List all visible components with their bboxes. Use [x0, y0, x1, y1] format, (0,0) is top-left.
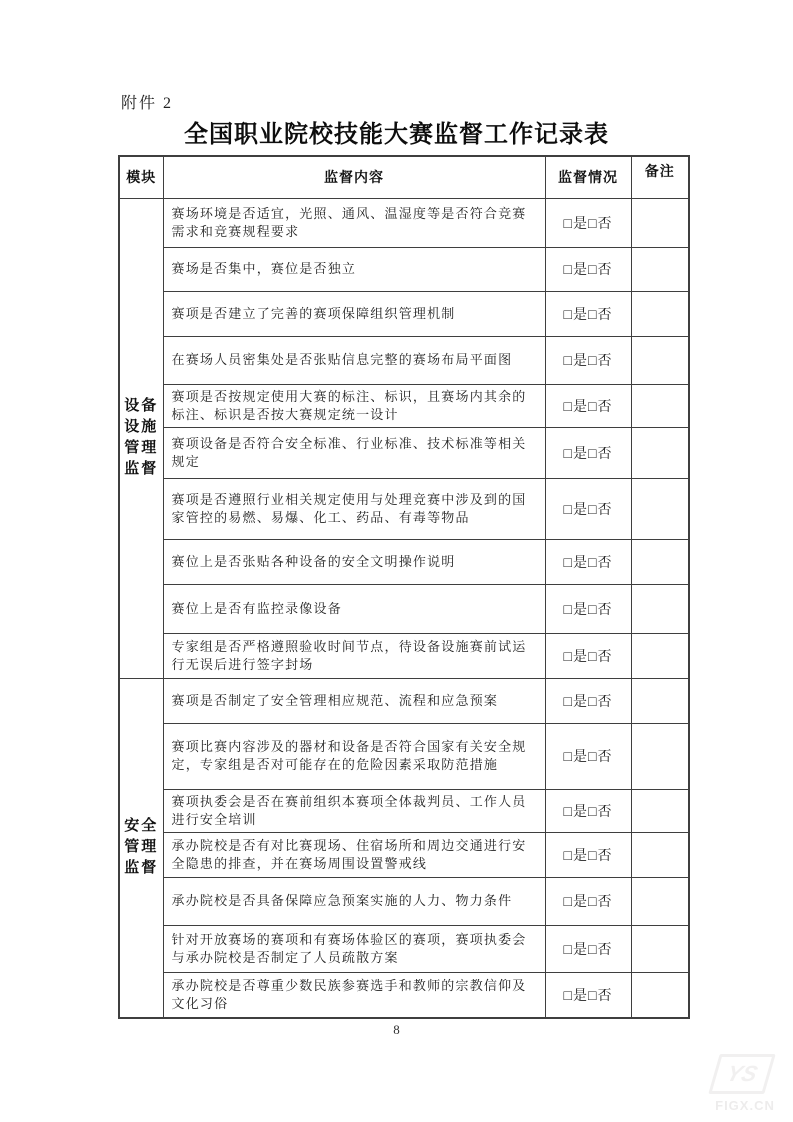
remark-cell: [631, 539, 689, 584]
header-module: 模块: [119, 156, 163, 198]
remark-cell: [631, 291, 689, 336]
watermark-logo-letters: YS: [723, 1061, 761, 1086]
remark-cell: [631, 336, 689, 384]
module-line: 设施: [124, 419, 159, 435]
table-row: [119, 291, 689, 336]
remark-cell: [631, 972, 689, 1018]
table-row: [119, 247, 689, 291]
yes-no-checkboxes: □是□否: [545, 539, 631, 584]
page-number: 8: [393, 1022, 400, 1037]
page-title: 全国职业院校技能大赛监督工作记录表: [184, 121, 609, 148]
table-row: [119, 925, 689, 972]
header-status: 监督情况: [545, 156, 631, 198]
yes-no-checkboxes: □是□否: [545, 427, 631, 478]
module-line: 管理: [124, 839, 159, 856]
yes-no-checkboxes: □是□否: [545, 633, 631, 678]
yes-no-checkboxes: □是□否: [545, 336, 631, 384]
watermark-text: FIGX.CN: [715, 1098, 775, 1113]
remark-cell: [631, 198, 689, 247]
table-row: [119, 877, 689, 925]
yes-no-checkboxes: □是□否: [545, 584, 631, 633]
table-row: [119, 723, 689, 789]
remark-cell: [631, 723, 689, 789]
yes-no-checkboxes: □是□否: [545, 678, 631, 723]
row-content: 赛场环境是否适宜，光照、通风、温湿度等是否符合竞赛需求和竞赛规程要求: [163, 198, 545, 247]
row-content: 在赛场人员密集处是否张贴信息完整的赛场布局平面图: [163, 336, 545, 384]
row-content: 赛项是否遵照行业相关规定使用与处理竞赛中涉及到的国家管控的易燃、易爆、化工、药品、有毒等物品: [163, 478, 545, 539]
module-label-safety: [119, 678, 163, 1018]
yes-no-checkboxes: □是□否: [545, 789, 631, 832]
module-label-equipment: [119, 198, 163, 678]
yes-no-checkboxes: □是□否: [545, 384, 631, 427]
module-line: 安全: [124, 818, 159, 835]
row-content: 赛项比赛内容涉及的器材和设备是否符合国家有关安全规定，专家组是否对可能存在的危险因素采取防范措施: [163, 723, 545, 789]
yes-no-checkboxes: □是□否: [545, 925, 631, 972]
table-row: [119, 198, 689, 247]
watermark: [700, 1048, 790, 1118]
row-content: 承办院校是否具备保障应急预案实施的人力、物力条件: [163, 877, 545, 925]
module-line: 管理: [124, 440, 159, 456]
yes-no-checkboxes: □是□否: [545, 832, 631, 877]
row-content: 赛项是否建立了完善的赛项保障组织管理机制: [163, 291, 545, 336]
yes-no-checkboxes: □是□否: [545, 198, 631, 247]
remark-cell: [631, 832, 689, 877]
yes-no-checkboxes: □是□否: [545, 247, 631, 291]
module-line: 监督: [124, 461, 159, 477]
table-header-row: [119, 156, 689, 198]
table-row: [119, 384, 689, 427]
row-content: 赛位上是否有监控录像设备: [163, 584, 545, 633]
table-row: [119, 832, 689, 877]
row-content: 赛位上是否张贴各种设备的安全文明操作说明: [163, 539, 545, 584]
remark-cell: [631, 925, 689, 972]
yes-no-checkboxes: □是□否: [545, 478, 631, 539]
supervision-record-table: [118, 155, 690, 1019]
remark-cell: [631, 427, 689, 478]
remark-cell: [631, 678, 689, 723]
remark-cell: [631, 247, 689, 291]
table-row: [119, 678, 689, 723]
table-row: [119, 972, 689, 1018]
table-row: [119, 427, 689, 478]
row-content: 专家组是否严格遵照验收时间节点，待设备设施赛前试运行无误后进行签字封场: [163, 633, 545, 678]
row-content: 赛项是否按规定使用大赛的标注、标识，且赛场内其余的标注、标识是否按大赛规定统一设计: [163, 384, 545, 427]
yes-no-checkboxes: □是□否: [545, 291, 631, 336]
row-content: 赛场是否集中，赛位是否独立: [163, 247, 545, 291]
watermark-logo-icon: [708, 1054, 775, 1094]
header-remark: 备注: [631, 156, 689, 198]
remark-cell: [631, 384, 689, 427]
yes-no-checkboxes: □是□否: [545, 723, 631, 789]
table-row: [119, 789, 689, 832]
attachment-label: 附件 2: [121, 95, 174, 112]
row-content: 赛项是否制定了安全管理相应规范、流程和应急预案: [163, 678, 545, 723]
table-row: [119, 336, 689, 384]
row-content: 针对开放赛场的赛项和有赛场体验区的赛项，赛项执委会与承办院校是否制定了人员疏散方案: [163, 925, 545, 972]
table-row: [119, 539, 689, 584]
module-line: 设备: [124, 398, 159, 414]
row-content: 赛项执委会是否在赛前组织本赛项全体裁判员、工作人员进行安全培训: [163, 789, 545, 832]
remark-cell: [631, 877, 689, 925]
table-row: [119, 478, 689, 539]
row-content: 承办院校是否有对比赛现场、住宿场所和周边交通进行安全隐患的排查，并在赛场周围设置警戒线: [163, 832, 545, 877]
remark-cell: [631, 789, 689, 832]
remark-cell: [631, 584, 689, 633]
module-line: 监督: [124, 860, 159, 877]
row-content: 承办院校是否尊重少数民族参赛选手和教师的宗教信仰及文化习俗: [163, 972, 545, 1018]
table-row: [119, 584, 689, 633]
header-content: 监督内容: [163, 156, 545, 198]
table-row: [119, 633, 689, 678]
remark-cell: [631, 633, 689, 678]
yes-no-checkboxes: □是□否: [545, 972, 631, 1018]
remark-cell: [631, 478, 689, 539]
row-content: 赛项设备是否符合安全标准、行业标准、技术标准等相关规定: [163, 427, 545, 478]
yes-no-checkboxes: □是□否: [545, 877, 631, 925]
